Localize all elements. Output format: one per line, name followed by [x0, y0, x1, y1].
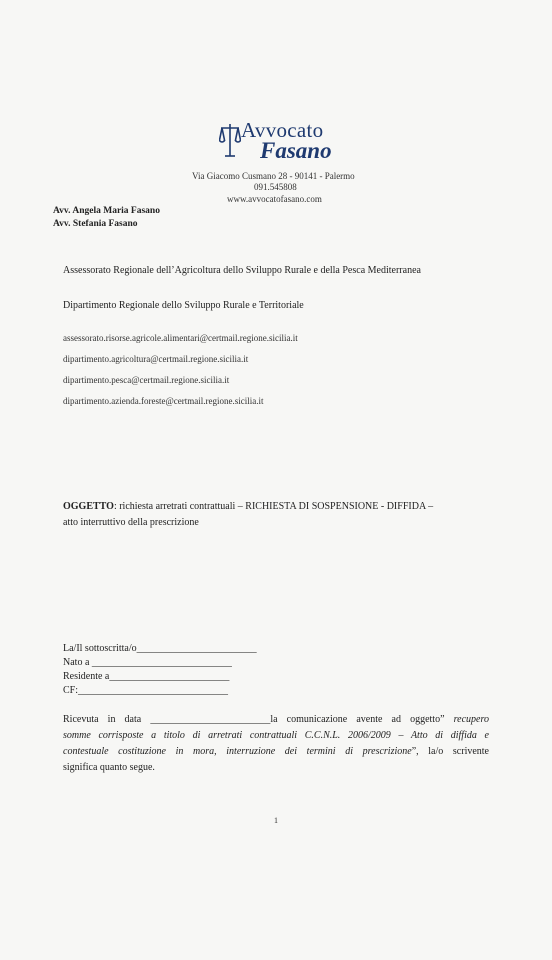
body-text-italic: recupero	[444, 714, 490, 725]
letterhead-website[interactable]: www.avvocatofasano.com	[227, 194, 322, 204]
recipient-dipartimento: Dipartimento Regionale dello Sviluppo Rurale e Territoriale	[63, 300, 304, 311]
recipient-email[interactable]: dipartimento.azienda.foreste@certmail.regione.sicilia.it	[63, 396, 264, 406]
subject-text-continued: atto interruttivo della prescrizione	[63, 517, 199, 528]
subject-label: OGGETTO	[63, 501, 114, 512]
subject-text: : richiesta arretrati contrattuali – RICHIESTA DI SOSPENSIONE - DIFFIDA –	[113, 501, 434, 512]
body-text: Ricevuta in data ________________________la comunicazione avente ad oggetto”	[63, 714, 445, 725]
body-line	[63, 712, 489, 728]
letterhead-phone: 091.545808	[254, 182, 297, 192]
body-paragraph	[63, 712, 489, 776]
letterhead-address: Via Giacomo Cusmano 28 - 90141 - Palermo	[192, 171, 355, 181]
field-residence: Residente a________________________	[63, 671, 230, 682]
recipient-email[interactable]: dipartimento.pesca@certmail.regione.sicilia.it	[63, 375, 230, 385]
field-undersigned: La/Il sottoscritta/o________________________	[63, 643, 257, 654]
body-text-italic: somme corrisposte a titolo di arretrati contrattuali C.C.N.L. 2006/2009 – Atto di diffida e	[63, 730, 489, 741]
body-text: ”, la/o scrivente	[411, 746, 489, 757]
body-text-italic: contestuale costituzione in mora, interruzione dei termini di prescrizione	[63, 746, 412, 757]
field-birthplace: Nato a ____________________________	[63, 657, 232, 668]
body-line	[63, 728, 489, 744]
subject-line	[63, 501, 433, 512]
logo-subtitle: Fasano	[260, 138, 332, 163]
lawyer-name: Avv. Angela Maria Fasano	[53, 206, 160, 216]
scales-of-justice-icon	[219, 122, 241, 160]
recipient-email[interactable]: dipartimento.agricoltura@certmail.regione.sicilia.it	[63, 354, 249, 364]
lawyer-name: Avv. Stefania Fasano	[53, 219, 138, 229]
body-line	[63, 744, 489, 760]
recipient-assessorato: Assessorato Regionale dell’Agricoltura dello Sviluppo Rurale e della Pesca Mediterranea	[63, 265, 421, 276]
page-number: 1	[274, 816, 278, 825]
body-line: significa quanto segue.	[63, 762, 155, 773]
field-fiscal-code: CF:______________________________	[63, 685, 229, 696]
logo-title: Avvocato	[241, 118, 324, 142]
letterhead-contact	[0, 171, 552, 181]
recipient-email[interactable]: assessorato.risorse.agricole.alimentari@certmail.regione.sicilia.it	[63, 333, 298, 343]
letterhead-logo	[219, 118, 359, 170]
